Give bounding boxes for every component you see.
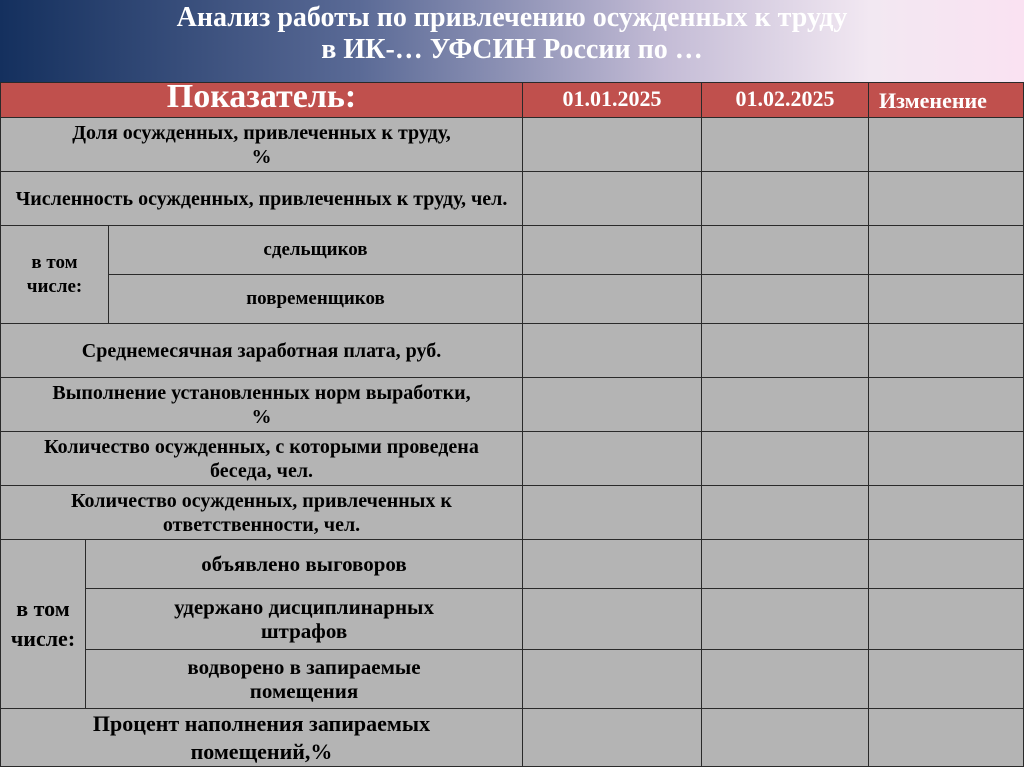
row-norms-change <box>869 378 1024 432</box>
row-talks-change <box>869 432 1024 486</box>
row-lockup-fill-date2 <box>702 709 869 767</box>
row-count-employed-date2 <box>702 172 869 226</box>
row-lockup-date1 <box>523 650 702 709</box>
row-norms-date1 <box>523 378 702 432</box>
row-share-employed: Доля осужденных, привлеченных к труду, % <box>0 118 523 172</box>
row-talks-date1 <box>523 432 702 486</box>
header-date-1: 01.01.2025 <box>523 82 702 118</box>
header-change: Изменение <box>869 82 1024 118</box>
row-count-employed-change <box>869 172 1024 226</box>
row-reprimands: объявлено выговоров <box>86 540 523 589</box>
row-time-workers-date1 <box>523 275 702 324</box>
row-reprimands-date1 <box>523 540 702 589</box>
row-lockup-fill-change <box>869 709 1024 767</box>
header-indicator: Показатель: <box>0 82 523 118</box>
header-date-2: 01.02.2025 <box>702 82 869 118</box>
row-lockup-change <box>869 650 1024 709</box>
title-banner <box>0 0 1024 82</box>
title-line-1: Анализ работы по привлечению осужденных к труду <box>176 2 848 33</box>
row-piece-workers-date1 <box>523 226 702 275</box>
group-1-label: в том числе: <box>0 226 109 324</box>
row-avg-salary: Среднемесячная заработная плата, руб. <box>0 324 523 378</box>
row-avg-salary-change <box>869 324 1024 378</box>
row-avg-salary-date1 <box>523 324 702 378</box>
group-2-label: в том числе: <box>0 540 86 709</box>
row-reprimands-date2 <box>702 540 869 589</box>
row-piece-workers-date2 <box>702 226 869 275</box>
row-piece-workers-change <box>869 226 1024 275</box>
page-title <box>0 0 1024 66</box>
row-share-employed-date2 <box>702 118 869 172</box>
row-talks: Количество осужденных, с которыми проведена беседа, чел. <box>0 432 523 486</box>
row-liability-change <box>869 486 1024 540</box>
row-fines-date2 <box>702 589 869 650</box>
row-norms: Выполнение установленных норм выработки, % <box>0 378 523 432</box>
row-share-employed-change <box>869 118 1024 172</box>
row-liability: Количество осужденных, привлеченных к ответственности, чел. <box>0 486 523 540</box>
row-piece-workers: сдельщиков <box>109 226 523 275</box>
row-count-employed: Численность осужденных, привлеченных к труду, чел. <box>0 172 523 226</box>
row-talks-date2 <box>702 432 869 486</box>
row-norms-date2 <box>702 378 869 432</box>
row-lockup-fill-date1 <box>523 709 702 767</box>
row-fines-date1 <box>523 589 702 650</box>
row-liability-date1 <box>523 486 702 540</box>
row-time-workers: повременщиков <box>109 275 523 324</box>
row-fines-change <box>869 589 1024 650</box>
row-lockup: водворено в запираемые помещения <box>86 650 523 709</box>
title-line-2: в ИК-… УФСИН России по … <box>321 34 703 65</box>
row-liability-date2 <box>702 486 869 540</box>
row-time-workers-date2 <box>702 275 869 324</box>
row-fines: удержано дисциплинарных штрафов <box>86 589 523 650</box>
row-avg-salary-date2 <box>702 324 869 378</box>
row-count-employed-date1 <box>523 172 702 226</box>
row-lockup-fill: Процент наполнения запираемых помещений,% <box>0 709 523 767</box>
row-lockup-date2 <box>702 650 869 709</box>
row-reprimands-change <box>869 540 1024 589</box>
row-time-workers-change <box>869 275 1024 324</box>
row-share-employed-date1 <box>523 118 702 172</box>
